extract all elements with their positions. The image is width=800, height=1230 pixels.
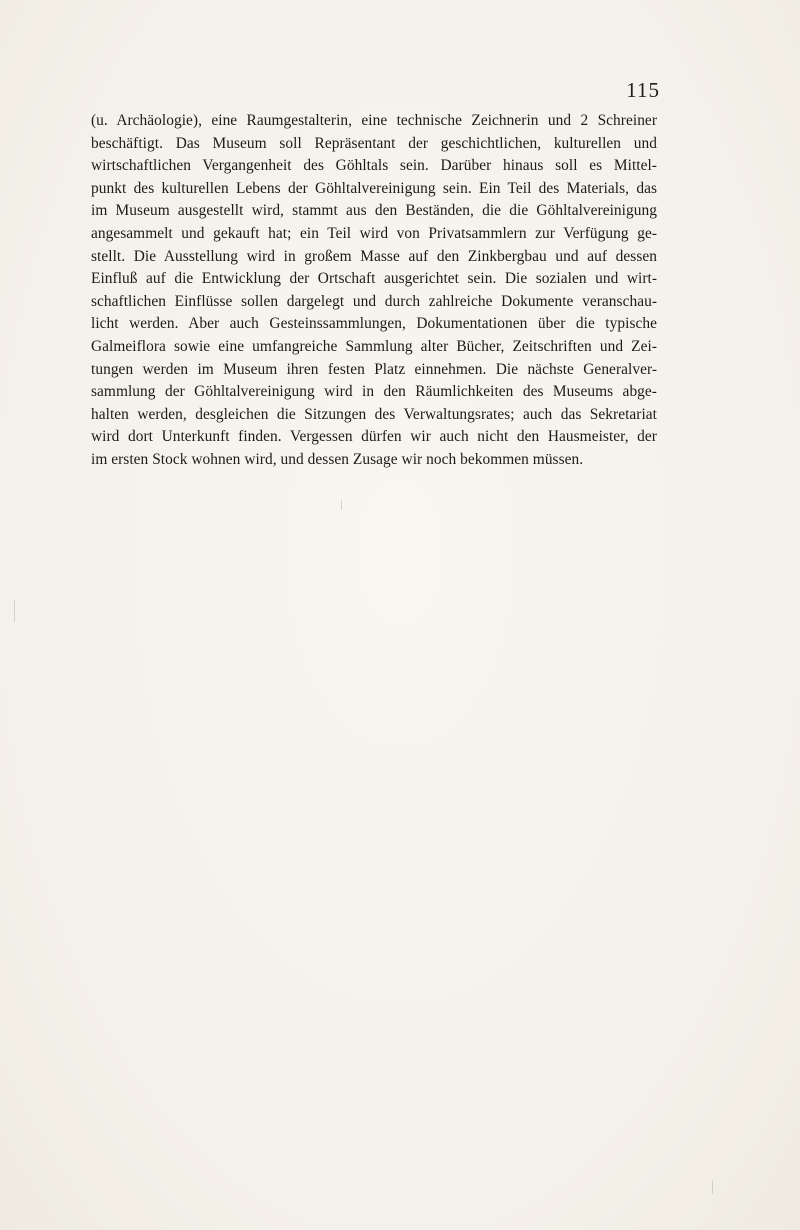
paragraph-line: halten werden, desgleichen die Sitzungen des Verwaltungsrates; auch das Sekretariat: [91, 405, 657, 423]
paragraph-line: Galmeiflora sowie eine umfangreiche Sammlung alter Bücher, Zeitschriften und Zei-: [91, 337, 657, 355]
paper-speck: [341, 500, 342, 510]
paragraph-line: wirtschaftlichen Vergangenheit des Göhltals sein. Darüber hinaus soll es Mittel-: [91, 157, 657, 175]
paragraph-line: tungen werden im Museum ihren festen Platz einnehmen. Die nächste Generalver-: [91, 360, 657, 378]
paragraph-line: schaftlichen Einflüsse sollen dargelegt und durch zahlreiche Dokumente veranschau-: [91, 292, 657, 310]
paragraph-line: wird dort Unterkunft finden. Vergessen dürfen wir auch nicht den Hausmeister, der: [91, 428, 657, 446]
paragraph-line: sammlung der Göhltalvereinigung wird in den Räumlichkeiten des Museums abge-: [91, 383, 657, 401]
paragraph-line: licht werden. Aber auch Gesteinssammlungen, Dokumentationen über die typische: [91, 315, 657, 333]
paragraph-line: im Museum ausgestellt wird, stammt aus den Beständen, die die Göhltalvereinigung: [91, 202, 657, 220]
page-number: 115: [626, 78, 660, 102]
paper-speck: [14, 600, 15, 622]
paragraph-line: (u. Archäologie), eine Raumgestalterin, eine technische Zeichnerin und 2 Schreiner: [91, 112, 657, 129]
paragraph-line: angesammelt und gekauft hat; ein Teil wird von Privatsammlern zur Verfügung ge-: [91, 224, 657, 242]
paragraph-line: Einfluß auf die Entwicklung der Ortschaft ausgerichtet sein. Die sozialen und wirt-: [91, 270, 657, 288]
paragraph-line: beschäftigt. Das Museum soll Repräsentant der geschichtlichen, kulturellen und: [91, 134, 657, 152]
paper-speck: [712, 1180, 713, 1194]
paragraph-line: stellt. Die Ausstellung wird in großem Masse auf den Zinkbergbau und auf dessen: [91, 247, 657, 265]
paragraph-line: punkt des kulturellen Lebens der Göhltalvereinigung sein. Ein Teil des Materials, das: [91, 179, 657, 197]
paragraph-line: im ersten Stock wohnen wird, und dessen Zusage wir noch bekommen müssen.: [91, 450, 584, 468]
body-paragraph: [91, 110, 657, 472]
